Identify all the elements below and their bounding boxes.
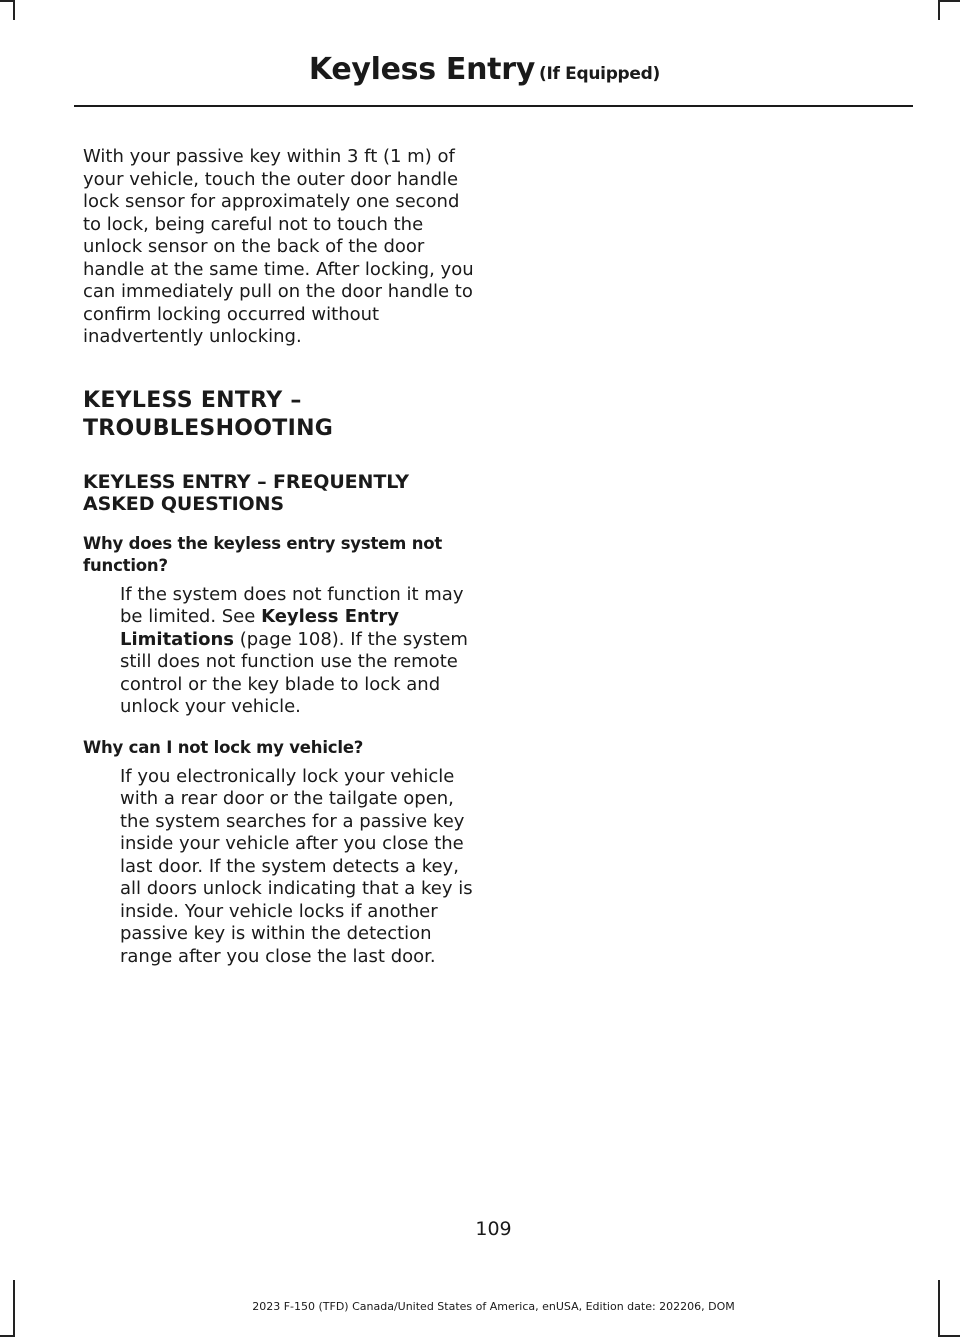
header-subtitle: (If Equipped) <box>538 64 660 84</box>
faq-answer-1-pre: If the system does not function it may be limited. See <box>120 583 464 627</box>
intro-paragraph: With your passive key within 3 ft (1 m) of your vehicle, touch the outer door handle lock sensor for approximately one second to lock, being careful not to touch the unlock sensor on the back of the door handle at the same time. After locking, you can immediately pull on the door handle to confirm locking occurred without inadvertently unlocking. <box>83 146 474 347</box>
crop-mark-top-right <box>940 0 960 2</box>
page-header <box>309 52 660 87</box>
keyless-entry-limitations-link[interactable]: Keyless Entry Limitations <box>120 606 400 650</box>
faq-answer-1-post: (page 108). If the system still does not function use the remote control or the key blade to lock and unlock your vehicle. <box>120 628 468 717</box>
faq-question-1: Why does the keyless entry system not function? <box>83 533 443 575</box>
faq-answer-1 <box>120 584 478 719</box>
header-rule <box>74 105 913 107</box>
section-heading <box>83 387 478 443</box>
subsection-heading: KEYLESS ENTRY – FREQUENTLY ASKED QUESTIONS <box>83 470 409 515</box>
faq-answer-2: If you electronically lock your vehicle with a rear door or the tailgate open, the system searches for a passive key inside your vehicle after you close the last door. If the system detects a key, all doors unlock indicating that a key is inside. Your vehicle locks if another passive key is within the detection range after you close the last door. <box>120 765 473 967</box>
content-column <box>83 146 478 968</box>
header-title: Keyless Entry <box>308 52 535 87</box>
faq-question-2: Why can I not lock my vehicle? <box>83 737 364 757</box>
crop-mark-top-right <box>938 0 940 20</box>
crop-mark-top-left <box>0 0 13 2</box>
crop-mark-top-left <box>13 0 15 20</box>
footer-edition: 2023 F-150 (TFD) Canada/United States of America, enUSA, Edition date: 202206, DOM <box>252 1300 735 1313</box>
section-heading-line1: KEYLESS ENTRY – <box>83 387 302 413</box>
page-number: 109 <box>475 1218 512 1240</box>
section-heading-line2: TROUBLESHOOTING <box>83 415 334 441</box>
